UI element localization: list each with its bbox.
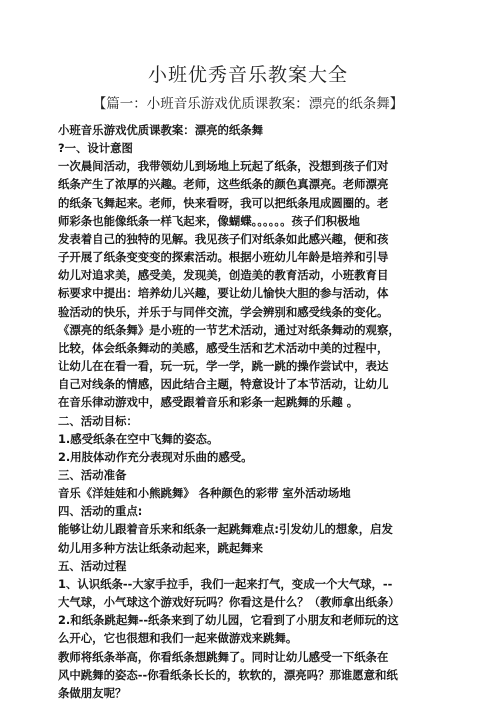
body-line: 音乐《洋娃娃和小熊跳舞》 各种颜色的彩带 室外活动场地 (58, 486, 351, 501)
body-line: 标要求中提出：培养幼儿兴趣，要让幼儿愉快大胆的参与活动，体 (58, 286, 389, 301)
body-line: 让幼儿在在看一看，玩一玩，学一学，跳一跳的操作尝试中，表达 (58, 359, 389, 374)
document-title: 小班优秀音乐教案大全 (147, 64, 348, 86)
body-line: 幼儿对追求美，感受美，发现美，创造美的教育活动，小班教育目 (58, 268, 389, 283)
body-line: 验活动的快乐，并乐于与同伴交流，学会辨别和感受线条的变化。 (58, 304, 389, 319)
body-line: ?一、设计意图 (58, 141, 133, 156)
body-line: 的纸条飞舞起来。老师，快来看呀，我可以把纸条甩成圆圈的。老 (58, 195, 389, 210)
body-line: 教师将纸条举高，你看纸条想跳舞了。同时让幼儿感受一下纸条在 (58, 649, 389, 664)
body-line: 子开展了纸条变变变的探索活动。根据小班幼儿年龄是培养和引导 (58, 250, 389, 265)
body-line: 1.感受纸条在空中飞舞的姿态。 (58, 431, 219, 446)
body-line: 五、活动过程 (58, 558, 127, 573)
body-line: 2.和纸条跳起舞--纸条来到了幼儿园，它看到了小朋友和老师玩的这 (58, 613, 399, 628)
body-line: 条做朋友呢？ (58, 685, 127, 700)
body-line: 2.用肢体动作充分表现对乐曲的感受。 (58, 449, 253, 464)
body-line: 在音乐律动游戏中，感受跟着音乐和彩条一起跳舞的乐趣 。 (58, 395, 359, 410)
body-line: 比较，体会纸条舞动的美感，感受生活和艺术活动中美的过程中， (58, 340, 389, 355)
body-line: 四、活动的重点: (58, 504, 143, 519)
body-line: 发表着自己的独特的见解。我见孩子们对纸条如此感兴趣，便和孩 (58, 231, 389, 246)
body-line: 么开心，它也很想和我们一起来做游戏来跳舞。 (58, 631, 298, 646)
document-subtitle: 【篇一：小班音乐游戏优质课教案：漂亮的纸条舞】 (92, 96, 404, 112)
body-line: 大气球，小气球这个游戏好玩吗？你看这是什么？（教师拿出纸条） (58, 595, 400, 610)
body-line: 三、活动准备 (58, 467, 127, 482)
body-line: 能够让幼儿跟着音乐来和纸条一起跳舞难点:引发幼儿的想象，启发 (58, 522, 393, 537)
body-line: 幼儿用多种方法让纸条动起来，跳起舞来 (58, 540, 264, 555)
body-line: 二、活动目标： (58, 413, 138, 428)
body-line: 纸条产生了浓厚的兴趣。老师，这些纸条的颜色真漂亮。老师漂亮 (58, 177, 389, 192)
body-line: 1、认识纸条--大家手拉手，我们一起来打气，变成一个大气球，-- (58, 576, 393, 591)
body-line: 自己对线条的情感，因此结合主题，特意设计了本节活动，让幼儿 (58, 377, 389, 392)
body-line: 风中跳舞的姿态--你看纸条长长的，软软的，漂亮吗？那谁愿意和纸 (58, 667, 398, 682)
body-line: 《漂亮的纸条舞》是小班的一节艺术活动，通过对纸条舞动的观察， (58, 322, 400, 337)
document-body (58, 121, 448, 702)
body-line: 一次晨间活动，我带领幼儿到场地上玩起了纸条，没想到孩子们对 (58, 159, 389, 174)
body-line: 小班音乐游戏优质课教案：漂亮的纸条舞 (58, 123, 264, 137)
body-line: 师彩条也能像纸条一样飞起来，像蝴蝶。。。。。。孩子们积极地 (58, 213, 360, 228)
